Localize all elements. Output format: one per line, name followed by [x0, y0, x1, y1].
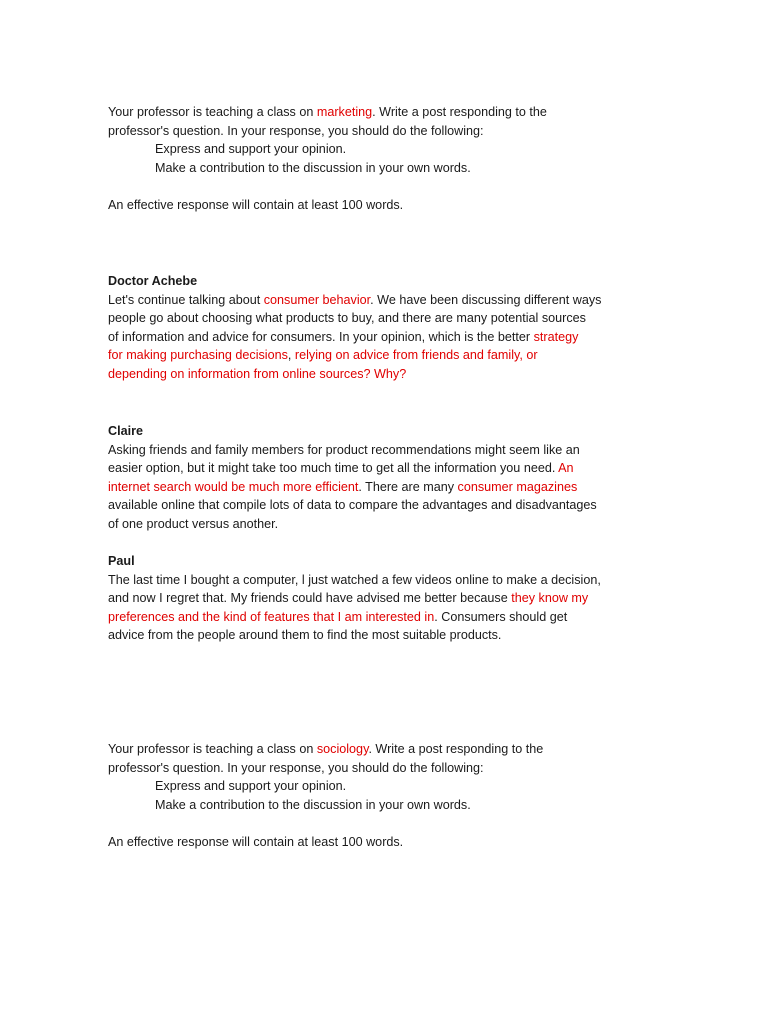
key-point-highlight: consumer magazines [457, 479, 578, 494]
post-line [108, 478, 678, 497]
prompt-line: professor's question. In your response, you should do the following: [108, 760, 484, 775]
post-line: of one product versus another. [108, 516, 279, 531]
prompt-line: professor's question. In your response, you should do the following: [108, 123, 484, 138]
instruction-item: Express and support your opinion. [155, 142, 347, 157]
professor-name: Doctor Achebe [108, 274, 198, 288]
instruction-item: Express and support your opinion. [155, 779, 347, 794]
post-line [108, 608, 678, 627]
word-count-note: An effective response will contain at least 100 words. [108, 197, 404, 212]
word-count-note: An effective response will contain at least 100 words. [108, 834, 404, 849]
question-highlight: for making purchasing decisions [108, 348, 288, 363]
key-point-highlight: preferences and the kind of features that I am interested in [108, 609, 435, 624]
prompt-section-marketing [108, 103, 678, 215]
subject-highlight: sociology [316, 742, 369, 756]
post-line: advice from the people around them to find the most suitable products. [108, 628, 502, 643]
spacer [108, 177, 678, 196]
prompt-text: Your professor is teaching a class on [108, 742, 317, 756]
post-text: . There are many [358, 479, 458, 494]
question-highlight: depending on information from online sources? Why? [108, 366, 407, 381]
key-point-highlight: An [558, 461, 574, 476]
instruction-item: Make a contribution to the discussion in your own words. [155, 797, 471, 812]
post-line: The last time I bought a computer, l just watched a few videos online to make a decision, [108, 572, 601, 587]
post-text: , [287, 348, 295, 363]
topic-highlight: consumer behavior [263, 292, 371, 307]
student-post-paul [108, 552, 678, 645]
prompt-text: . Write a post responding to the [368, 742, 544, 756]
prompt-line [108, 103, 678, 122]
key-point-highlight: internet search would be much more efficient [108, 479, 359, 494]
student-name: Claire [108, 424, 144, 438]
prompt-line [108, 740, 678, 759]
post-line: Asking friends and family members for product recommendations might seem like an [108, 442, 580, 457]
prompt-text: . Write a post responding to the [372, 105, 547, 119]
post-text: . Consumers should get [434, 609, 568, 624]
prompt-section-sociology [108, 740, 678, 852]
post-text: and now I regret that. My friends could have advised me better because [108, 591, 512, 606]
post-line [108, 589, 678, 608]
post-text: . We have been discussing different ways [370, 292, 602, 307]
post-text: Let's continue talking about [108, 292, 264, 307]
professor-post [108, 272, 678, 384]
student-name: Paul [108, 554, 135, 568]
post-line: available online that compile lots of data to compare the advantages and disadvantages [108, 498, 597, 513]
post-line [108, 346, 678, 365]
question-highlight: strategy [533, 329, 579, 344]
prompt-text: Your professor is teaching a class on [108, 105, 317, 119]
post-text: of information and advice for consumers. In your opinion, which is the better [108, 329, 534, 344]
post-line [108, 291, 678, 310]
post-line [108, 459, 678, 478]
subject-highlight: marketing [316, 105, 373, 119]
question-highlight: relying on advice from friends and family, or [294, 348, 538, 363]
post-text: easier option, but it might take too much time to get all the information you need. [108, 461, 559, 476]
instruction-item: Make a contribution to the discussion in your own words. [155, 160, 471, 175]
post-line [108, 328, 678, 347]
student-post-claire [108, 422, 678, 534]
spacer [108, 814, 678, 833]
post-line: people go about choosing what products to buy, and there are many potential sources [108, 311, 586, 326]
key-point-highlight: they know my [511, 591, 589, 606]
